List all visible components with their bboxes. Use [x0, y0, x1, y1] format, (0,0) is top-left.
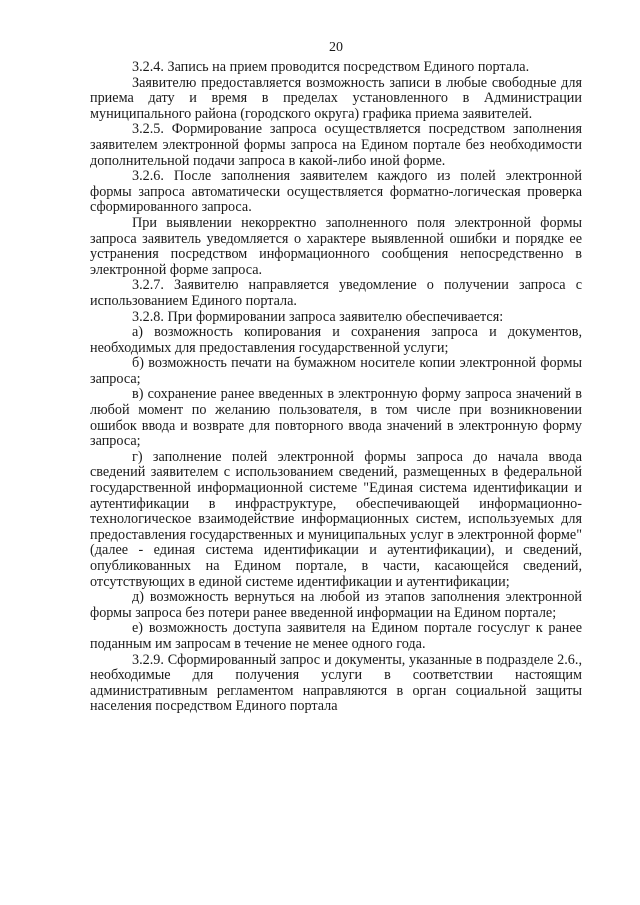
paragraph-3-2-7: 3.2.7. Заявителю направляется уведомление о получении запроса с использованием Единого портала.	[90, 277, 582, 309]
paragraph-error-notification: При выявлении некорректно заполненного поля электронной формы запроса заявитель уведомляется о характере выявленной ошибки и порядке ее устранения посредством информационного сообщения непосредственно в электронной форме запроса.	[90, 214, 582, 278]
page-number: 20	[329, 40, 343, 55]
paragraph-3-2-8: 3.2.8. При формировании запроса заявителю обеспечивается:	[132, 308, 504, 325]
list-item-b: б) возможность печати на бумажном носителе копии электронной формы запроса;	[90, 355, 582, 387]
list-item-g: г) заполнение полей электронной формы запроса до начала ввода сведений заявителем с использованием сведений, размещенных в федеральной государственной информационной системе "Единая система идентификации и аутентификации в инфраструктуре, обеспечивающей информационно-технологическое взаимодействие информационных систем, используемых для предоставления государственных и муниципальных услуг в электронной форме" (далее - единая система идентификации и аутентификации), и сведений, опубликованных на Едином портале, в части, касающейся сведений, отсутствующих в единой системе идентификации и аутентификации;	[90, 448, 582, 590]
paragraph-3-2-4: 3.2.4. Запись на прием проводится посредством Единого портала.	[132, 59, 530, 75]
list-item-a: а) возможность копирования и сохранения запроса и документов, необходимых для предоставления государственной услуги;	[90, 324, 582, 356]
paragraph-3-2-9: 3.2.9. Сформированный запрос и документы, указанные в подразделе 2.6., необходимые для получения услуги в соответствии настоящим административным регламентом направляются в орган социальной защиты населения посредством Единого портала	[90, 651, 582, 715]
paragraph-appointment-details: Заявителю предоставляется возможность записи в любые свободные для приема дату и время в пределах установленного в Администрации муниципального района (городского округа) графика приема заявителей.	[90, 74, 582, 122]
paragraph-3-2-6: 3.2.6. После заполнения заявителем каждого из полей электронной формы запроса автоматически осуществляется форматно-логическая проверка сформированного запроса.	[90, 168, 582, 216]
document-page	[90, 40, 582, 715]
list-item-d: д) возможность вернуться на любой из этапов заполнения электронной формы запроса без потери ранее введенной информации на Едином портале;	[90, 589, 582, 621]
list-item-e: е) возможность доступа заявителя на Едином портале госуслуг к ранее поданным им запросам в течение не менее одного года.	[90, 620, 582, 652]
paragraph-3-2-5: 3.2.5. Формирование запроса осуществляется посредством заполнения заявителем электронной формы запроса на Едином портале без необходимости дополнительной подачи запроса в какой-либо иной форме.	[90, 121, 582, 169]
list-item-v: в) сохранение ранее введенных в электронную форму запроса значений в любой момент по желанию пользователя, в том числе при возникновении ошибок ввода и возврате для повторного ввода значений в электронную форму запроса;	[90, 386, 582, 450]
